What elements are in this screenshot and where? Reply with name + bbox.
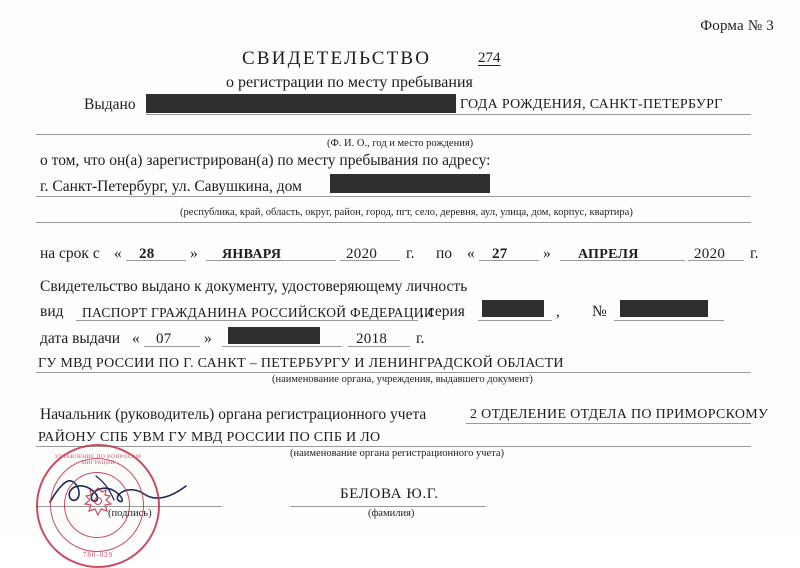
issued-to-suffix: ГОДА РОЖДЕНИЯ, САНКТ-ПЕТЕРБУРГ	[460, 97, 723, 112]
redacted-series	[482, 300, 544, 317]
rule-issue-month	[222, 346, 342, 347]
issue-quote-open: «	[132, 330, 140, 347]
rule-chief-1	[466, 423, 751, 424]
chief-label: Начальник (руководитель) органа регистрационного учета	[40, 406, 427, 423]
issue-quote-close: »	[204, 330, 212, 347]
caption-address: (республика, край, область, округ, район, город, пгт, село, деревня, аул, улица, дом, корпус, квартира)	[180, 207, 633, 218]
stamp-text-top: УПРАВЛЕНИЕ ПО ВОПРОСАМ МИГРАЦИИ	[54, 454, 142, 466]
term-year-from: 2020	[346, 246, 378, 262]
rule-year-from	[340, 260, 400, 261]
term-label: на срок с	[40, 245, 100, 262]
term-po: по	[436, 245, 453, 262]
quote-close-1: »	[190, 245, 198, 262]
official-round-stamp	[36, 444, 160, 568]
quote-open-2: «	[467, 245, 475, 262]
rule-chief-2	[36, 446, 751, 447]
term-g-2: г.	[750, 245, 759, 262]
term-day-to: 27	[492, 246, 508, 262]
rule-issued-to	[146, 114, 751, 115]
chief-value-line2: РАЙОНУ СПБ УВМ ГУ МВД РОССИИ ПО СПБ И ЛО	[38, 430, 381, 445]
page-subtitle: о регистрации по месту пребывания	[226, 74, 473, 91]
rule-issue-year	[348, 346, 410, 347]
term-year-to: 2020	[694, 246, 726, 262]
issued-to-label: Выдано	[84, 96, 136, 113]
rule-authority	[36, 372, 751, 373]
rule-series	[478, 320, 552, 321]
rule-issue-day	[144, 346, 200, 347]
rule-address-caption	[36, 222, 751, 223]
caption-family-name: (фамилия)	[368, 508, 415, 519]
redacted-number	[620, 300, 708, 317]
rule-identity-type	[76, 320, 418, 321]
signer-name: БЕЛОВА Ю.Г.	[340, 486, 439, 502]
caption-signature: (подпись)	[108, 508, 152, 519]
rule-fio	[36, 134, 751, 135]
term-month-to: АПРЕЛЯ	[578, 247, 639, 262]
rule-day-from	[126, 260, 186, 261]
term-day-from: 28	[139, 246, 155, 262]
certificate-number: 274	[478, 50, 501, 66]
chief-value-line1: 2 ОТДЕЛЕНИЕ ОТДЕЛА ПО ПРИМОРСКОМУ	[470, 407, 769, 422]
quote-close-2: »	[543, 245, 551, 262]
identity-issue-year: 2018	[356, 331, 388, 347]
caption-chief: (наименование органа регистрационного учета)	[290, 448, 505, 459]
rule-month-to	[560, 260, 685, 261]
identity-issue-day: 07	[156, 331, 172, 347]
rule-month-from	[206, 260, 336, 261]
redacted-issue-month	[228, 327, 320, 344]
registration-statement: о том, что он(а) зарегистрирован(а) по месту пребывания по адресу:	[40, 152, 491, 169]
term-month-from: ЯНВАРЯ	[222, 247, 282, 262]
identity-type-label: вид	[40, 303, 64, 320]
term-g-1: г.	[406, 245, 415, 262]
rule-signer-name	[290, 506, 486, 507]
identity-number-label: №	[592, 303, 607, 320]
redacted-fullname	[146, 94, 456, 113]
caption-authority: (наименование органа, учреждения, выдавшего документ)	[272, 374, 533, 385]
quote-open-1: «	[114, 245, 122, 262]
rule-year-to	[688, 260, 744, 261]
stamp-text-bottom: 780-029	[82, 551, 114, 559]
identity-series-label: , серия	[420, 303, 465, 320]
identity-intro: Свидетельство выдано к документу, удостоверяющему личность	[40, 278, 468, 295]
rule-day-to	[479, 260, 539, 261]
rule-address	[36, 196, 751, 197]
address-value: г. Санкт-Петербург, ул. Савушкина, дом	[40, 178, 302, 195]
identity-issue-g: г.	[416, 330, 425, 347]
caption-fio: (Ф. И. О., год и место рождения)	[327, 138, 474, 149]
identity-issue-date-label: дата выдачи	[40, 330, 121, 347]
eagle-emblem-icon	[82, 484, 114, 518]
redacted-address	[330, 174, 490, 193]
identity-authority: ГУ МВД РОССИИ ПО Г. САНКТ – ПЕТЕРБУРГУ И ЛЕНИНГРАДСКОЙ ОБЛАСТИ	[38, 356, 564, 371]
identity-comma: ,	[556, 303, 560, 320]
identity-type-value: ПАСПОРТ ГРАЖДАНИНА РОССИЙСКОЙ ФЕДЕРАЦИИ	[82, 305, 434, 320]
page-title: СВИДЕТЕЛЬСТВО	[242, 48, 432, 69]
rule-number	[614, 320, 724, 321]
form-number: Форма № 3	[700, 18, 774, 34]
